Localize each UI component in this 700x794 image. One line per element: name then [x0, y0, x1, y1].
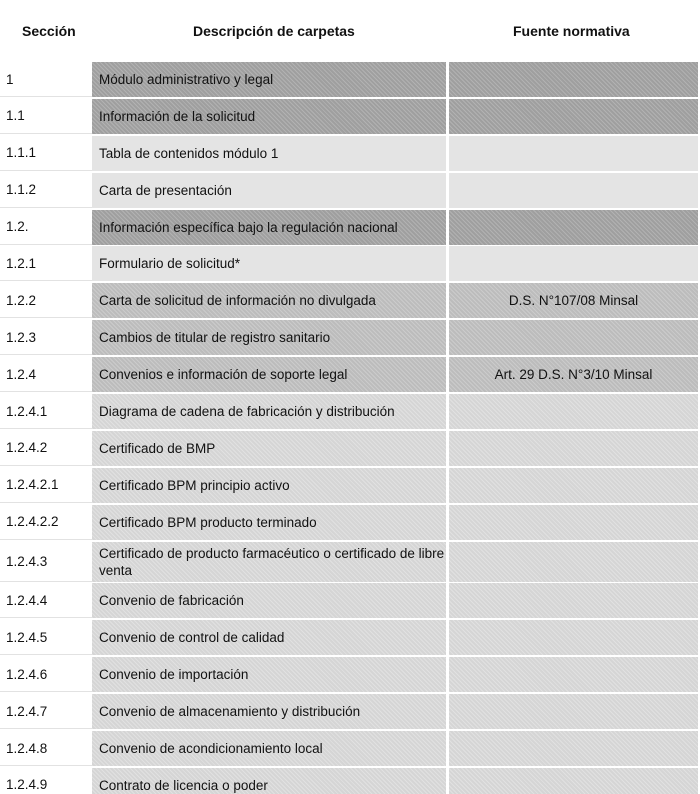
source-cell — [449, 657, 698, 692]
description-cell: Certificado BPM producto terminado — [92, 505, 446, 540]
source-cell — [449, 694, 698, 729]
header-description: Descripción de carpetas — [193, 23, 355, 39]
section-cell: 1.1.2 — [0, 173, 92, 208]
table-row — [0, 210, 700, 245]
table-row — [0, 620, 700, 655]
table-row — [0, 62, 700, 97]
section-cell: 1 — [0, 62, 92, 97]
section-cell: 1.2.4.1 — [0, 394, 92, 429]
description-cell: Convenio de importación — [92, 657, 446, 692]
section-cell: 1.2.4.4 — [0, 583, 92, 618]
source-cell — [449, 768, 698, 794]
section-cell: 1.2.4.3 — [0, 542, 92, 582]
description-cell: Información específica bajo la regulación nacional — [92, 210, 446, 245]
source-cell: D.S. N°107/08 Minsal — [449, 283, 698, 318]
section-cell: 1.2.4.6 — [0, 657, 92, 692]
description-cell: Carta de presentación — [92, 173, 446, 208]
source-cell — [449, 246, 698, 281]
table-row — [0, 768, 700, 794]
source-cell — [449, 394, 698, 429]
source-cell — [449, 173, 698, 208]
section-cell: 1.2.4.2.1 — [0, 468, 92, 503]
description-cell: Formulario de solicitud* — [92, 246, 446, 281]
description-cell: Certificado BPM principio activo — [92, 468, 446, 503]
section-cell: 1.2.4.7 — [0, 694, 92, 729]
table-row — [0, 431, 700, 466]
section-cell: 1.2.4.9 — [0, 768, 92, 794]
table-row — [0, 136, 700, 171]
source-cell — [449, 468, 698, 503]
section-cell: 1.2.1 — [0, 246, 92, 281]
table-row — [0, 657, 700, 692]
section-cell: 1.2.3 — [0, 320, 92, 355]
table-row — [0, 542, 700, 582]
table-body — [0, 62, 700, 794]
table-row — [0, 357, 700, 392]
table-row — [0, 731, 700, 766]
source-cell: Art. 29 D.S. N°3/10 Minsal — [449, 357, 698, 392]
header-section: Sección — [22, 23, 76, 39]
source-cell — [449, 320, 698, 355]
table-row — [0, 173, 700, 208]
source-cell — [449, 583, 698, 618]
table-row — [0, 468, 700, 503]
description-cell: Cambios de titular de registro sanitario — [92, 320, 446, 355]
description-cell: Certificado de BMP — [92, 431, 446, 466]
table-row — [0, 283, 700, 318]
header-source: Fuente normativa — [513, 23, 630, 39]
table-row — [0, 583, 700, 618]
description-cell: Convenios e información de soporte legal — [92, 357, 446, 392]
section-cell: 1.2. — [0, 210, 92, 245]
source-cell — [449, 136, 698, 171]
table-row — [0, 99, 700, 134]
description-cell: Información de la solicitud — [92, 99, 446, 134]
source-cell — [449, 62, 698, 97]
table-row — [0, 320, 700, 355]
section-cell: 1.1.1 — [0, 136, 92, 171]
section-cell: 1.2.2 — [0, 283, 92, 318]
description-cell: Convenio de acondicionamiento local — [92, 731, 446, 766]
section-cell: 1.2.4.8 — [0, 731, 92, 766]
source-cell — [449, 620, 698, 655]
table-row — [0, 694, 700, 729]
description-cell: Convenio de fabricación — [92, 583, 446, 618]
table-row — [0, 394, 700, 429]
source-cell — [449, 542, 698, 582]
source-cell — [449, 210, 698, 245]
table-row — [0, 246, 700, 281]
source-cell — [449, 505, 698, 540]
description-cell: Convenio de almacenamiento y distribución — [92, 694, 446, 729]
table-header — [0, 0, 700, 62]
description-cell: Diagrama de cadena de fabricación y distribución — [92, 394, 446, 429]
description-cell: Tabla de contenidos módulo 1 — [92, 136, 446, 171]
description-cell: Convenio de control de calidad — [92, 620, 446, 655]
table-row — [0, 505, 700, 540]
source-cell — [449, 731, 698, 766]
section-cell: 1.2.4 — [0, 357, 92, 392]
description-cell: Contrato de licencia o poder — [92, 768, 446, 794]
description-cell: Certificado de producto farmacéutico o certificado de libre venta — [92, 542, 446, 582]
source-cell — [449, 99, 698, 134]
description-cell: Carta de solicitud de información no divulgada — [92, 283, 446, 318]
section-cell: 1.2.4.2.2 — [0, 505, 92, 540]
section-cell: 1.1 — [0, 99, 92, 134]
description-cell: Módulo administrativo y legal — [92, 62, 446, 97]
section-cell: 1.2.4.2 — [0, 431, 92, 466]
section-cell: 1.2.4.5 — [0, 620, 92, 655]
source-cell — [449, 431, 698, 466]
